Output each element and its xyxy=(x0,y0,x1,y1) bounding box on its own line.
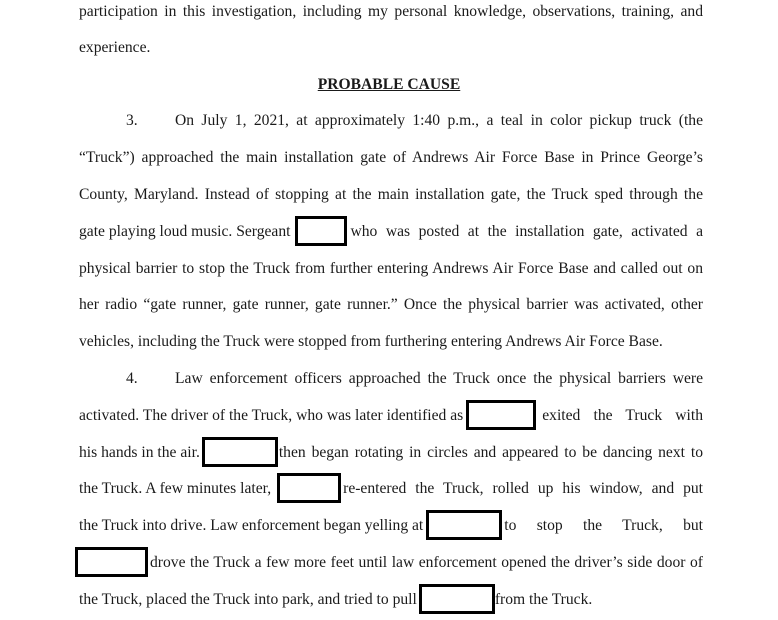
redaction-box xyxy=(295,216,347,246)
paragraph-number: 4. xyxy=(126,370,138,387)
redaction-box xyxy=(419,584,495,614)
redaction-box xyxy=(277,473,341,503)
text-segment: from the Truck. xyxy=(494,591,593,608)
paragraph-4-line-1 xyxy=(79,369,703,389)
paragraph-3-line-1 xyxy=(79,111,703,131)
redaction-box xyxy=(75,547,148,577)
text-segment: who was posted at the installation gate, activated a xyxy=(350,223,703,240)
text-segment: activated. The driver of the Truck, who was later identified as xyxy=(79,407,464,424)
text-segment: exited the Truck with xyxy=(542,407,703,424)
text-segment: re-entered the Truck, rolled up his window, and put xyxy=(343,480,703,497)
text-line: experience. xyxy=(79,39,151,56)
text-line: “Truck”) approached the main installation gate of Andrews Air Force Base in Prince George’s xyxy=(79,149,703,166)
redaction-box xyxy=(202,437,278,467)
text-segment: On July 1, 2021, at approximately 1:40 p.m., a teal in color pickup truck (the xyxy=(175,112,703,129)
paragraph-number: 3. xyxy=(126,112,138,129)
text-segment: gate playing loud music. Sergeant xyxy=(79,223,291,240)
redaction-box xyxy=(466,400,536,430)
text-segment: the Truck into drive. Law enforcement began yelling at xyxy=(79,517,424,534)
text-line xyxy=(79,479,703,499)
text-segment: the Truck, placed the Truck into park, and tried to pull xyxy=(79,591,417,608)
text-segment: to stop the Truck, but xyxy=(504,517,703,534)
text-line: her radio “gate runner, gate runner, gate runner.” Once the physical barrier was activated, other xyxy=(79,296,703,313)
text-line: physical barrier to stop the Truck from further entering Andrews Air Force Base and called out on xyxy=(79,260,703,277)
text-line: participation in this investigation, including my personal knowledge, observations, training, and xyxy=(79,3,703,20)
text-line xyxy=(79,406,703,426)
text-segment: then began rotating in circles and appeared to be dancing next to xyxy=(278,444,703,461)
redaction-box xyxy=(426,510,502,540)
text-segment: drove the Truck a few more feet until law enforcement opened the driver’s side door of xyxy=(150,554,703,571)
text-line xyxy=(75,553,703,573)
text-segment: his hands in the air. xyxy=(79,444,200,461)
text-line: vehicles, including the Truck were stopped from furthering entering Andrews Air Force Base. xyxy=(79,333,663,350)
text-line xyxy=(79,590,703,610)
section-heading: PROBABLE CAUSE xyxy=(317,76,461,93)
text-line xyxy=(79,443,703,463)
text-line xyxy=(79,222,703,242)
text-line: County, Maryland. Instead of stopping at the main installation gate, the Truck sped through the xyxy=(79,186,703,203)
text-segment: Law enforcement officers approached the Truck once the physical barriers were xyxy=(175,370,703,387)
text-line xyxy=(79,516,703,536)
text-segment: the Truck. A few minutes later, xyxy=(79,480,272,497)
